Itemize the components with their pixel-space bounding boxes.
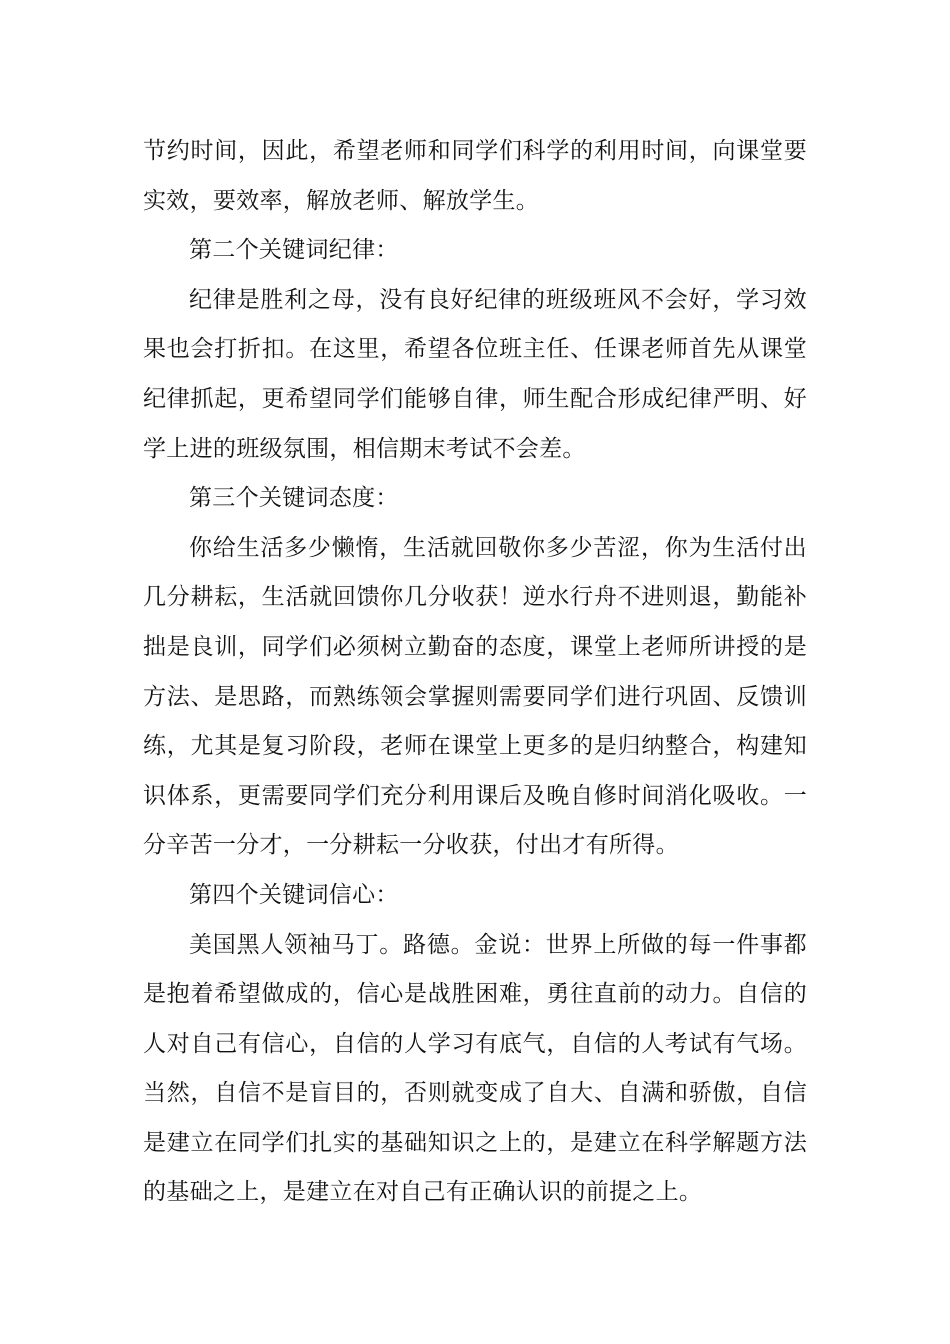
heading-keyword-attitude: 第三个关键词态度： — [189, 485, 399, 512]
heading-keyword-confidence: 第四个关键词信心： — [189, 881, 399, 908]
paragraph-attitude: 你给生活多少懒惰，生活就回敬你多少苦涩，你为生活付出几分耕耘，生活就回馈你几分收获！逆水行舟不进则退，勤能补拙是良训，同学们必须树立勤奋的态度，课堂上老师所讲授的是方法、是思路，而熟练领会掌握则需要同学们进行巩固、反馈训练，尤其是复习阶段，老师在课堂上更多的是归纳整合，构建知识体系，更需要同学们充分利用课后及晚自修时间消化吸收。一分辛苦一分才，一分耕耘一分收获，付出才有所得。 — [143, 534, 807, 859]
heading-keyword-discipline: 第二个关键词纪律： — [189, 237, 399, 264]
paragraph-confidence: 美国黑人领袖马丁。路德。金说：世界上所做的每一件事都是抱着希望做成的，信心是战胜困难，勇往直前的动力。自信的人对自己有信心，自信的人学习有底气，自信的人考试有气场。当然，自信不是盲目的，否则就变成了自大、自满和骄傲，自信是建立在同学们扎实的基础知识之上的，是建立在科学解题方法的基础之上，是建立在对自己有正确认识的前提之上。 — [143, 931, 807, 1206]
document-body — [143, 127, 807, 1218]
paragraph-continuation: 节约时间，因此，希望老师和同学们科学的利用时间，向课堂要实效，要效率，解放老师、解放学生。 — [143, 138, 807, 214]
paragraph-discipline: 纪律是胜利之母，没有良好纪律的班级班风不会好，学习效果也会打折扣。在这里，希望各位班主任、任课老师首先从课堂纪律抓起，更希望同学们能够自律，师生配合形成纪律严明、好学上进的班级氛围，相信期末考试不会差。 — [143, 286, 807, 462]
